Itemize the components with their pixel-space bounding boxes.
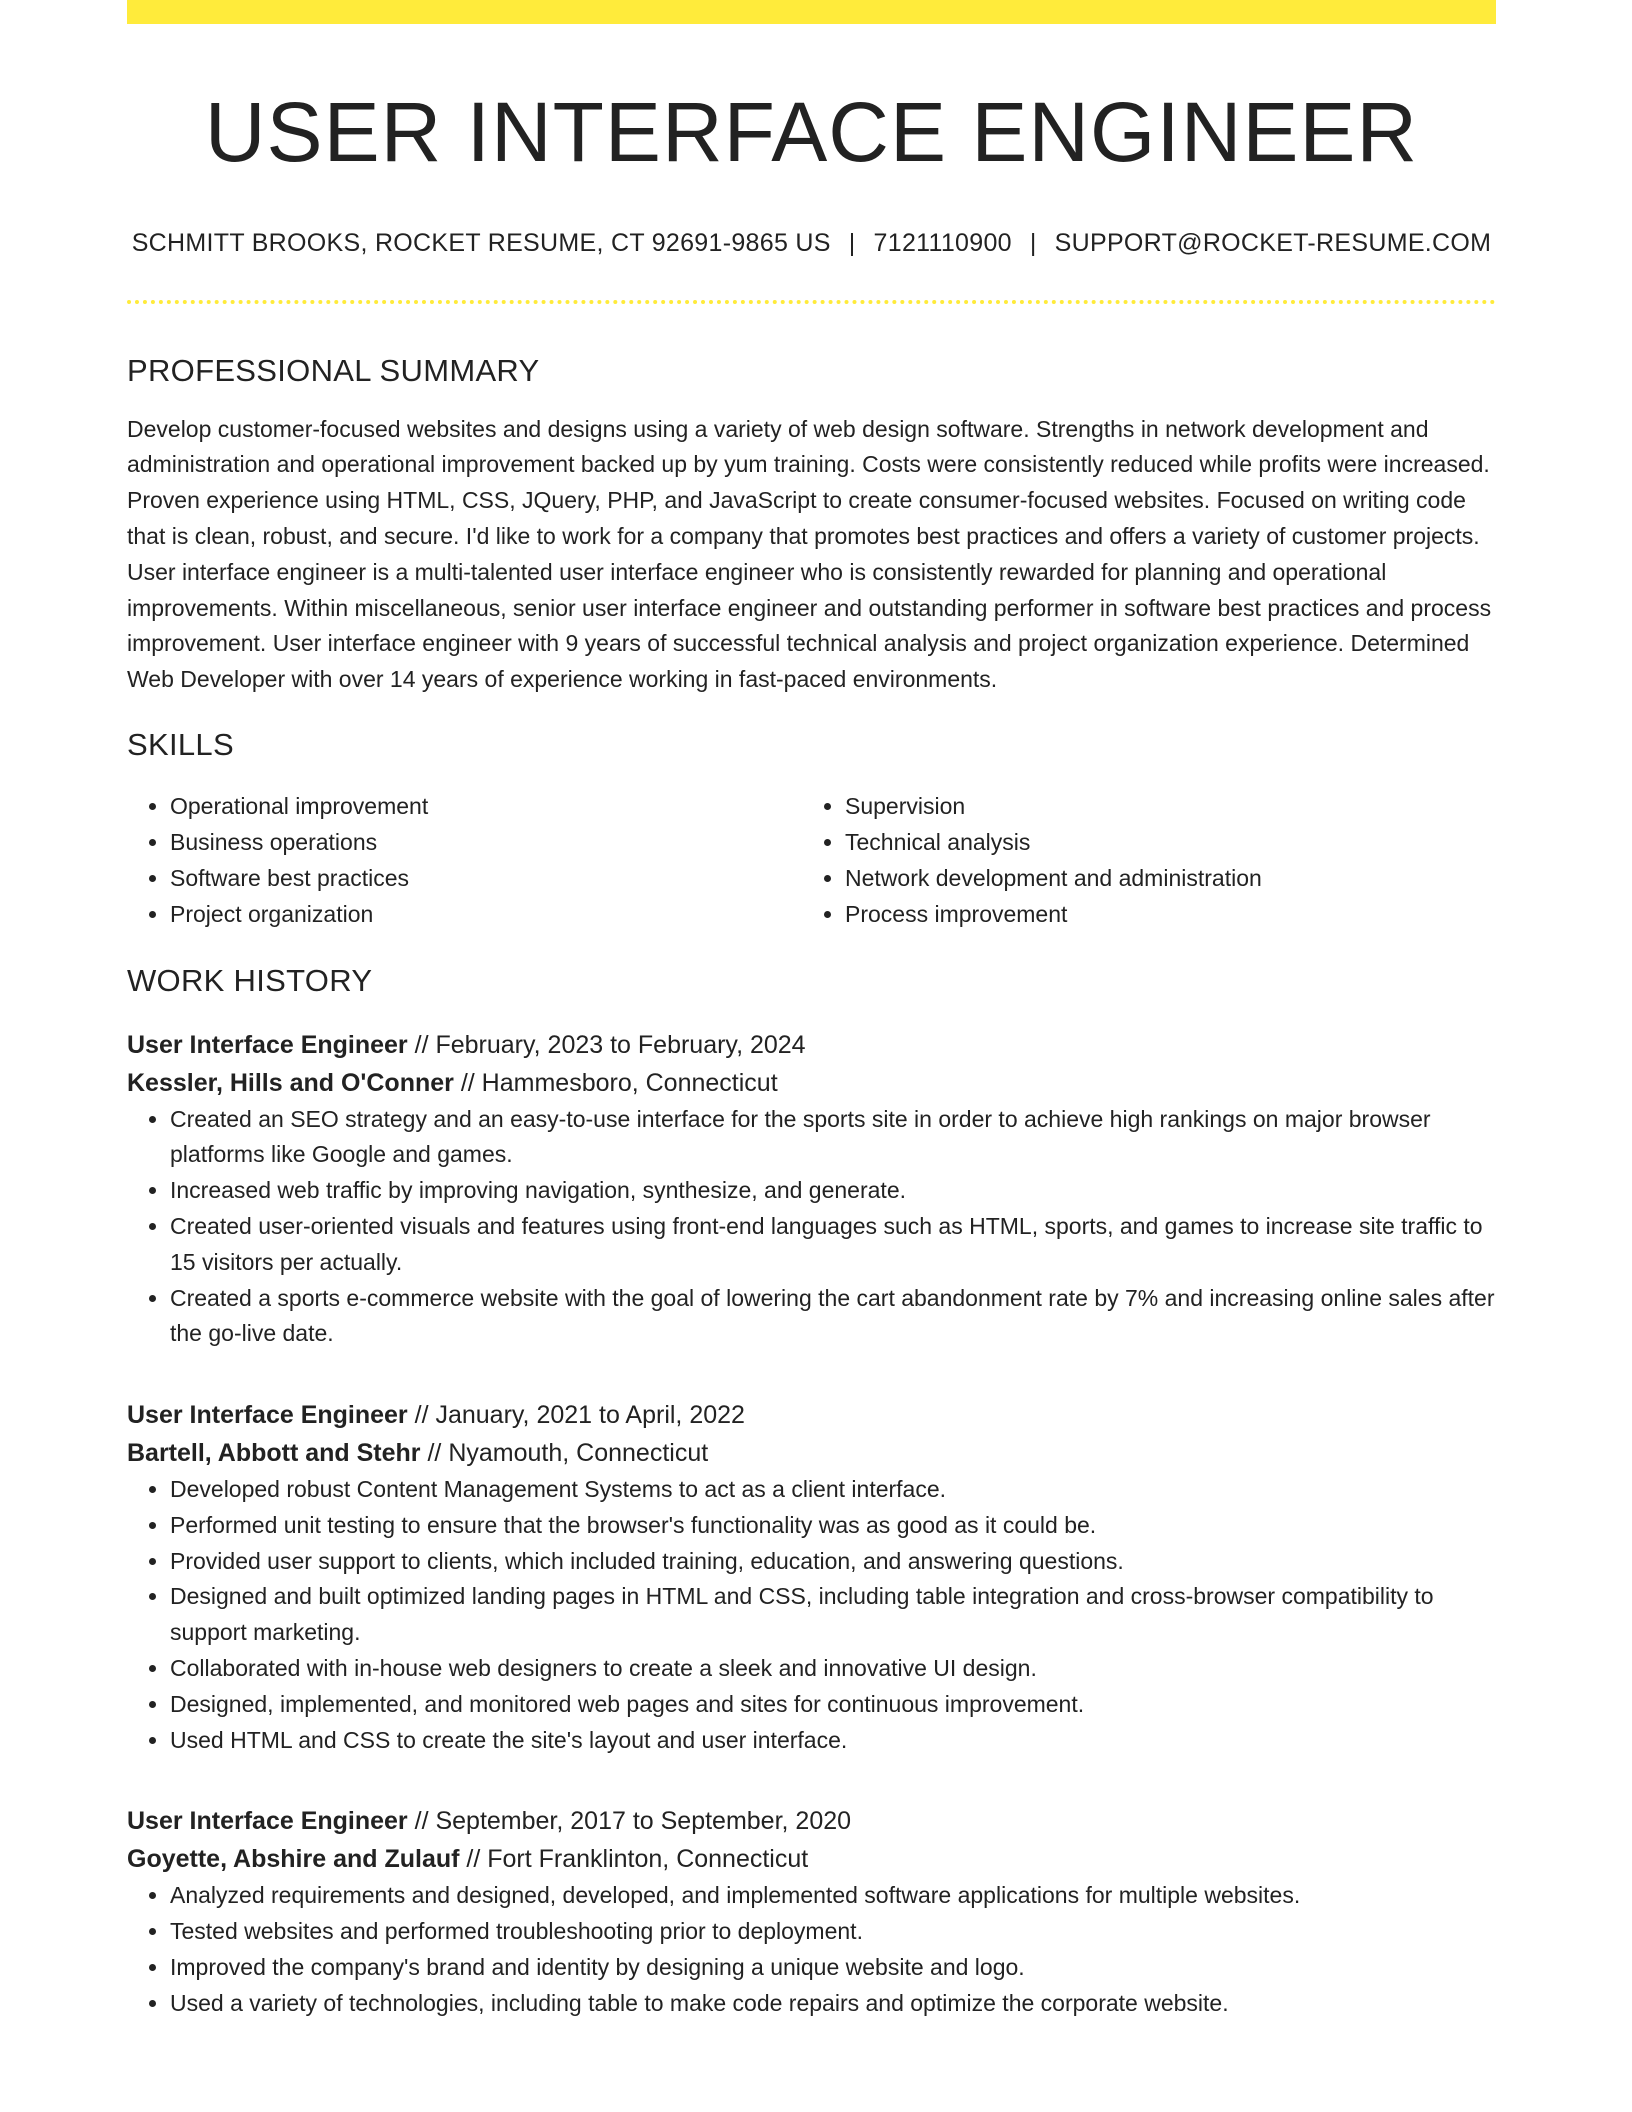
job-bullet: • Designed, implemented, and monitored web pages and sites for continuous improvement. [170, 1687, 1496, 1723]
summary-text: Develop customer-focused websites and designs using a variety of web design software. Strengths in network development and administration and operational improvement backed up by yum training. Costs were consistently reduced while profits were increased. Proven experience using HTML, CSS, JQuery, PHP, and JavaScript to create consumer-focused websites. Focused on writing code that is clean, robust, and secure. I'd like to work for a company that promotes best practices and offers a variety of customer projects. User interface engineer is a multi-talented user interface engineer who is consistently rewarded for planning and operational improvements. Within miscellaneous, senior user interface engineer and outstanding performer in software best practices and process improvement. User interface engineer with 9 years of successful technical analysis and project organization experience. Determined Web Developer with over 14 years of experience working in fast-paced environments. [127, 415, 1492, 693]
job-title-line [127, 1396, 1496, 1434]
skills-left-list [127, 789, 802, 932]
job-title: User Interface Engineer [127, 1030, 408, 1059]
skill-item: • Project organization [170, 897, 802, 933]
job-bullets [127, 1102, 1496, 1353]
job-entry [127, 1802, 1496, 2021]
job-title: User Interface Engineer [127, 1401, 408, 1430]
job-company-line [127, 1434, 1496, 1472]
dotted-divider [127, 300, 1496, 304]
job-bullet: • Collaborated with in-house web designers to create a sleek and innovative UI design. [170, 1651, 1496, 1687]
contact-separator: | [848, 229, 856, 258]
job-dates: // February, 2023 to February, 2024 [414, 1030, 806, 1059]
job-bullets [127, 1878, 1496, 2021]
job-dates: // January, 2021 to April, 2022 [414, 1401, 745, 1430]
job-bullet: • Created user-oriented visuals and features using front-end languages such as HTML, sports, and games to increase site traffic to 15 visitors per actually. [170, 1209, 1496, 1281]
skill-item: • Process improvement [845, 897, 1477, 933]
job-dates: // September, 2017 to September, 2020 [414, 1807, 852, 1836]
job-title: User Interface Engineer [127, 1807, 408, 1836]
job-company-line [127, 1064, 1496, 1102]
skill-item: • Technical analysis [845, 825, 1477, 861]
job-location: // Fort Franklinton, Connecticut [466, 1845, 809, 1874]
job-bullet: • Used a variety of technologies, including table to make code repairs and optimize the corporate website. [170, 1986, 1496, 2022]
contact-phone: 7121110900 [873, 229, 1012, 258]
job-bullet: • Provided user support to clients, which included training, education, and answering questions. [170, 1544, 1496, 1580]
job-bullet: • Developed robust Content Management Systems to act as a client interface. [170, 1472, 1496, 1508]
work-history-heading: WORK HISTORY [127, 963, 373, 999]
skill-item: • Software best practices [170, 861, 802, 897]
job-bullet: • Used HTML and CSS to create the site's layout and user interface. [170, 1723, 1496, 1759]
contact-email: SUPPORT@ROCKET-RESUME.COM [1054, 229, 1492, 258]
job-bullet: • Performed unit testing to ensure that the browser's functionality was as good as it could be. [170, 1508, 1496, 1544]
job-entry [127, 1396, 1496, 1758]
resume-title: USER INTERFACE ENGINEER [204, 85, 1419, 179]
skill-item: • Network development and administration [845, 861, 1477, 897]
skill-item: • Supervision [845, 789, 1477, 825]
contact-line [127, 228, 1496, 258]
accent-top-bar [127, 0, 1496, 24]
skill-item: • Operational improvement [170, 789, 802, 825]
job-company-line [127, 1840, 1496, 1878]
job-bullet: • Improved the company's brand and identity by designing a unique website and logo. [170, 1950, 1496, 1986]
skills-section [127, 726, 1496, 932]
job-company: Bartell, Abbott and Stehr [127, 1439, 421, 1468]
job-bullet: • Designed and built optimized landing pages in HTML and CSS, including table integration and cross-browser compatibility to support marketing. [170, 1579, 1496, 1651]
job-location: // Nyamouth, Connecticut [427, 1439, 709, 1468]
contact-address: SCHMITT BROOKS, ROCKET RESUME, CT 92691-9865 US [131, 229, 831, 258]
job-company: Kessler, Hills and O'Conner [127, 1068, 454, 1097]
skills-heading: SKILLS [127, 726, 234, 762]
job-bullet: • Created an SEO strategy and an easy-to-use interface for the sports site in order to achieve high rankings on major browser platforms like Google and games. [170, 1102, 1496, 1174]
skill-item: • Business operations [170, 825, 802, 861]
summary-heading: PROFESSIONAL SUMMARY [127, 353, 540, 389]
job-entry [127, 1026, 1496, 1353]
job-bullet: • Increased web traffic by improving navigation, synthesize, and generate. [170, 1173, 1496, 1209]
job-bullet: • Tested websites and performed troubleshooting prior to deployment. [170, 1914, 1496, 1950]
job-bullet: • Created a sports e-commerce website with the goal of lowering the cart abandonment rate by 7% and increasing online sales after the go-live date. [170, 1281, 1496, 1353]
job-bullet: • Analyzed requirements and designed, developed, and implemented software applications for multiple websites. [170, 1878, 1496, 1914]
job-title-line [127, 1026, 1496, 1064]
skills-grid [127, 789, 1496, 932]
job-company: Goyette, Abshire and Zulauf [127, 1845, 460, 1874]
skills-right-list [802, 789, 1477, 932]
summary-section [127, 352, 1496, 698]
job-bullets [127, 1472, 1496, 1758]
contact-separator: | [1029, 229, 1037, 258]
work-history-section [127, 962, 1496, 2021]
resume-page [127, 0, 1496, 2022]
job-location: // Hammesboro, Connecticut [460, 1068, 778, 1097]
job-title-line [127, 1802, 1496, 1840]
